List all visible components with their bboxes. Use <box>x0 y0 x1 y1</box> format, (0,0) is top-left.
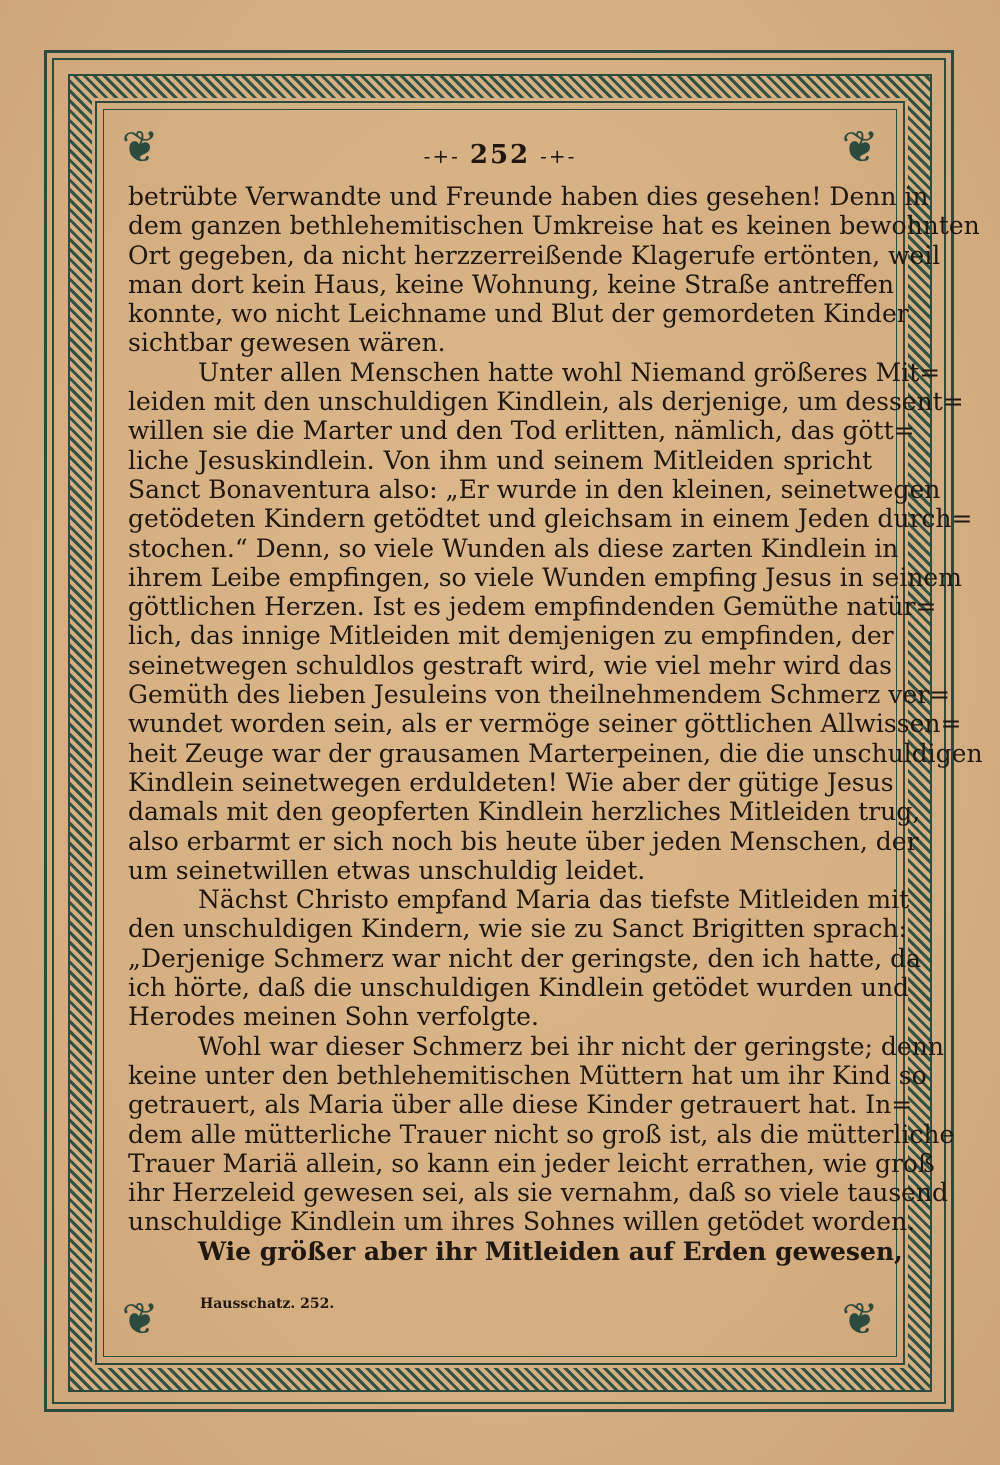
text-line: damals mit den geopferten Kindlein herzliches Mitleiden trug, <box>128 797 921 827</box>
text-line: Wohl war dieser Schmerz bei ihr nicht der geringste; denn <box>198 1031 944 1061</box>
fleuron-corner-icon: ❦ <box>841 1294 879 1345</box>
text-line: heit Zeuge war der grausamen Marterpeinen, die die unschuldigen <box>128 738 983 768</box>
fleuron-corner-icon: ❦ <box>841 122 879 173</box>
text-line: dem ganzen bethlehemitischen Umkreise hat es keinen bewohnten <box>128 211 980 241</box>
page-number-ornament-left: -+- <box>423 144 460 168</box>
text-line: also erbarmt er sich noch bis heute über jeden Menschen, der <box>128 826 919 856</box>
body-text <box>128 182 983 1266</box>
text-line: stochen.“ Denn, so viele Wunden als diese zarten Kindlein in <box>128 533 899 563</box>
text-line: den unschuldigen Kindern, wie sie zu Sanct Brigitten sprach: <box>128 914 907 944</box>
text-line: sichtbar gewesen wären. <box>128 328 446 358</box>
fleuron-corner-icon: ❦ <box>121 122 159 173</box>
text-line: unschuldige Kindlein um ihres Sohnes willen getödet worden. <box>128 1207 916 1237</box>
text-line: Herodes meinen Sohn verfolgte. <box>128 1002 539 1032</box>
text-line: göttlichen Herzen. Ist es jedem empfindenden Gemüthe natür= <box>128 592 937 622</box>
text-line: getödeten Kindern getödtet und gleichsam in einem Jeden durch= <box>128 504 973 534</box>
text-line: Trauer Mariä allein, so kann ein jeder leicht errathen, wie groß <box>128 1148 935 1178</box>
page-number-ornament-right: -+- <box>540 144 577 168</box>
text-line: betrübte Verwandte und Freunde haben dies gesehen! Denn in <box>128 182 929 211</box>
text-line: wundet worden sein, als er vermöge seiner göttlichen Allwissen= <box>128 709 962 739</box>
text-line: ihrem Leibe empfingen, so viele Wunden empfing Jesus in seinem <box>128 562 962 592</box>
text-line: Sanct Bonaventura also: „Er wurde in den kleinen, seinetwegen <box>128 474 941 504</box>
text-line: liche Jesuskindlein. Von ihm und seinem Mitleiden spricht <box>128 445 872 475</box>
page-number-value: 252 <box>469 140 531 170</box>
text-line: ich hörte, daß die unschuldigen Kindlein getödet wurden und <box>128 973 910 1003</box>
text-line: Kindlein seinetwegen erduldeten! Wie aber der gütige Jesus <box>128 767 894 797</box>
text-line: um seinetwillen etwas unschuldig leidet. <box>128 855 646 885</box>
text-line: Ort gegeben, da nicht herzzerreißende Klagerufe ertönten, weil <box>128 240 941 270</box>
text-line: keine unter den bethlehemitischen Müttern hat um ihr Kind so <box>128 1060 927 1090</box>
text-line: getrauert, als Maria über alle diese Kinder getrauert hat. In= <box>128 1090 913 1120</box>
text-line: Gemüth des lieben Jesuleins von theilnehmendem Schmerz ver= <box>128 680 951 710</box>
page-number <box>0 140 1000 170</box>
text-line: dem alle mütterliche Trauer nicht so groß ist, als die mütterliche <box>128 1119 955 1149</box>
fleuron-corner-icon: ❦ <box>121 1294 159 1345</box>
text-line: man dort kein Haus, keine Wohnung, keine Straße antreffen <box>128 269 895 299</box>
text-line: willen sie die Marter und den Tod erlitten, nämlich, das gött= <box>128 416 915 446</box>
text-line: lich, das innige Mitleiden mit demjenigen zu empfinden, der <box>128 621 894 651</box>
text-line: ihr Herzeleid gewesen sei, als sie vernahm, daß so viele tausend <box>128 1178 949 1208</box>
text-line: Wie größer aber ihr Mitleiden auf Erden gewesen, <box>198 1236 903 1266</box>
text-line: Nächst Christo empfand Maria das tiefste Mitleiden mit <box>198 885 910 915</box>
text-line: konnte, wo nicht Leichname und Blut der gemordeten Kinder <box>128 299 909 329</box>
text-line: Unter allen Menschen hatte wohl Niemand größeres Mit= <box>198 357 941 387</box>
text-line: „Derjenige Schmerz war nicht der geringste, den ich hatte, da <box>128 943 922 973</box>
printer-signature: Hausschatz. 252. <box>200 1296 335 1312</box>
text-line: seinetwegen schuldlos gestraft wird, wie viel mehr wird das <box>128 650 893 680</box>
text-line: leiden mit den unschuldigen Kindlein, als derjenige, um dessent= <box>128 387 964 417</box>
